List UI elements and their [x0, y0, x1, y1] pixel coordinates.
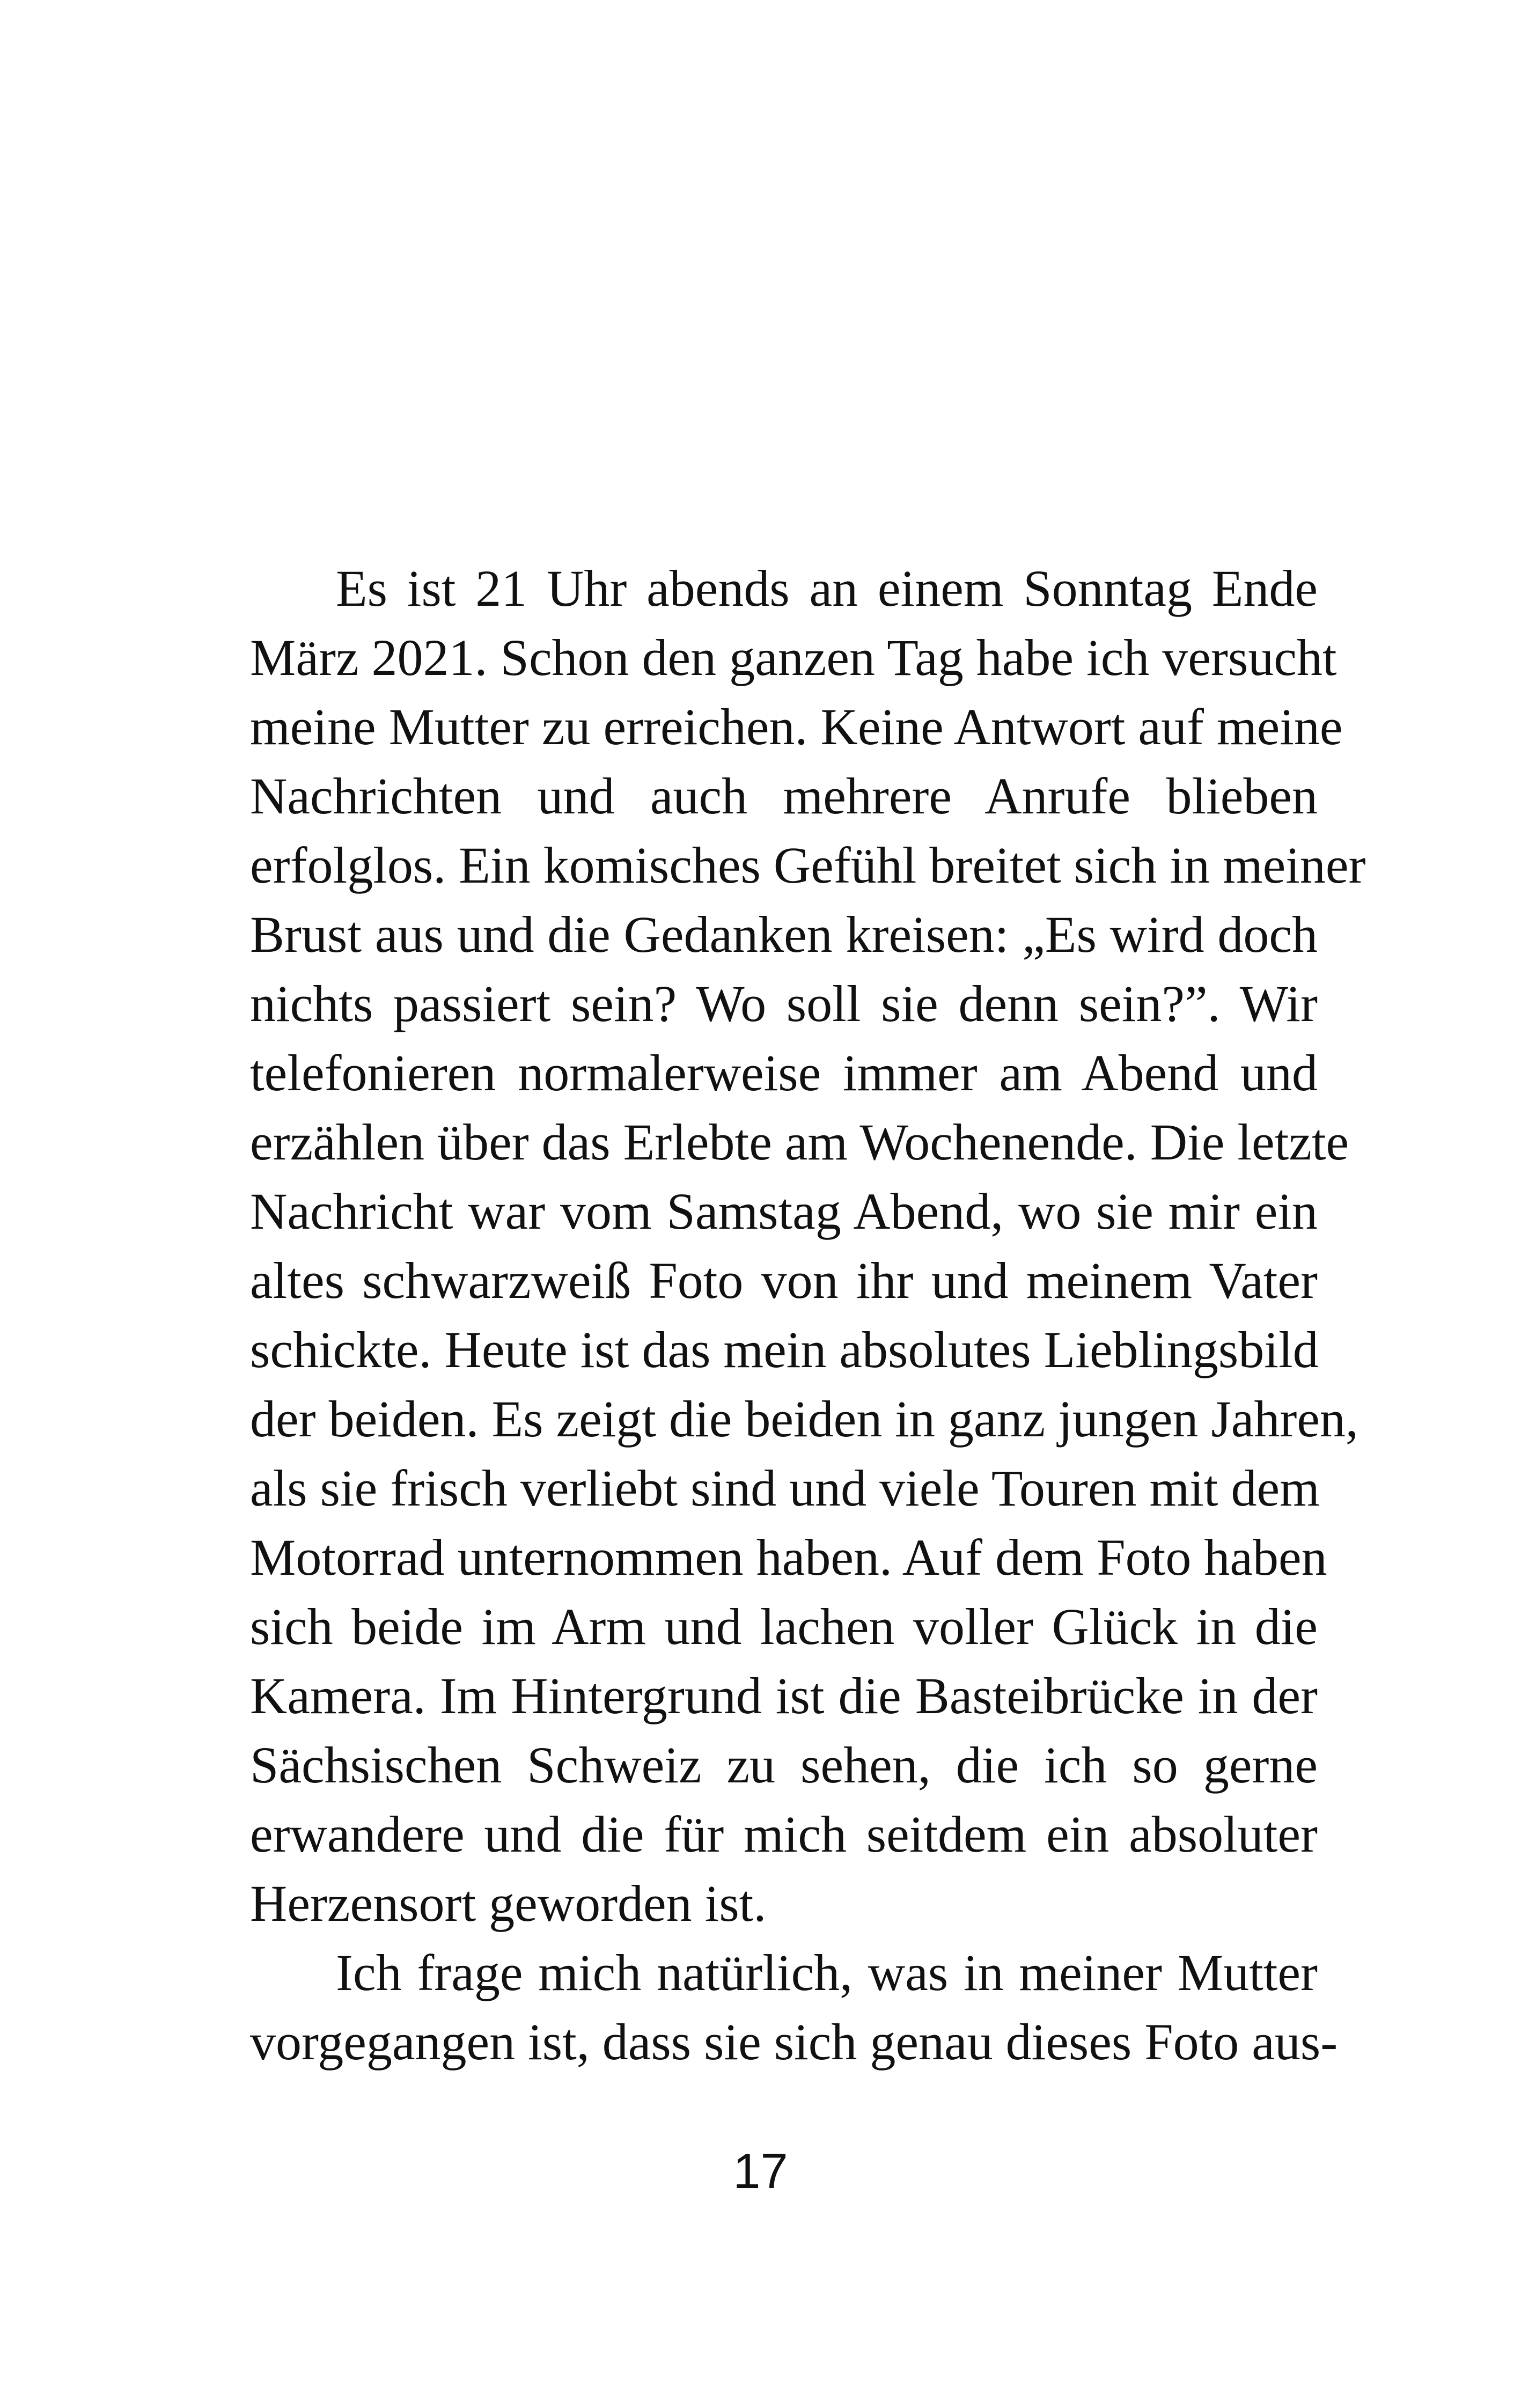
paragraph-1-line-20: Herzensort geworden ist.	[250, 1875, 767, 1932]
paragraph-1-line-2: März 2021. Schon den ganzen Tag habe ich versucht	[250, 629, 1337, 686]
paragraph-1-line-7: nichts passiert sein? Wo soll sie denn sein?”. Wir	[250, 975, 1318, 1032]
paragraph-1-line-19: erwandere und die für mich seitdem ein absoluter	[250, 1805, 1318, 1863]
paragraph-1-line-11: altes schwarzweiß Foto von ihr und meinem Vater	[250, 1252, 1318, 1309]
paragraph-2-line-2: vorgegangen ist, dass sie sich genau dieses Foto aus-	[250, 2013, 1338, 2071]
paragraph-1-line-10: Nachricht war vom Samstag Abend, wo sie mir ein	[250, 1183, 1318, 1240]
page-number: 17	[733, 2144, 788, 2199]
paragraph-1-line-18: Sächsischen Schweiz zu sehen, die ich so gerne	[250, 1736, 1318, 1794]
paragraph-1-line-4: Nachrichten und auch mehrere Anrufe blieben	[250, 767, 1318, 825]
paragraph-2-line-1: Ich frage mich natürlich, was in meiner Mutter	[336, 1944, 1318, 2001]
paragraph-1-line-17: Kamera. Im Hintergrund ist die Basteibrücke in der	[250, 1667, 1318, 1724]
paragraph-1-line-16: sich beide im Arm und lachen voller Glück in die	[250, 1598, 1318, 1655]
paragraph-1-line-12: schickte. Heute ist das mein absolutes Lieblingsbild	[250, 1321, 1319, 1378]
paragraph-1-line-5: erfolglos. Ein komisches Gefühl breitet sich in meiner	[250, 836, 1366, 894]
paragraph-1-line-9: erzählen über das Erlebte am Wochenende. Die letzte	[250, 1113, 1349, 1171]
paragraph-1-line-13: der beiden. Es zeigt die beiden in ganz jungen Jahren,	[250, 1390, 1358, 1448]
paragraph-1-line-6: Brust aus und die Gedanken kreisen: „Es wird doch	[250, 906, 1318, 963]
paragraph-1-line-15: Motorrad unternommen haben. Auf dem Foto haben	[250, 1529, 1327, 1586]
paragraph-1-line-8: telefonieren normalerweise immer am Abend und	[250, 1044, 1318, 1102]
paragraph-1-line-3: meine Mutter zu erreichen. Keine Antwort auf meine	[250, 698, 1343, 755]
body-text	[250, 554, 1366, 2076]
paragraph-1-line-1: Es ist 21 Uhr abends an einem Sonntag Ende	[336, 560, 1318, 617]
paragraph-1-line-14: als sie frisch verliebt sind und viele Touren mit dem	[250, 1459, 1320, 1517]
